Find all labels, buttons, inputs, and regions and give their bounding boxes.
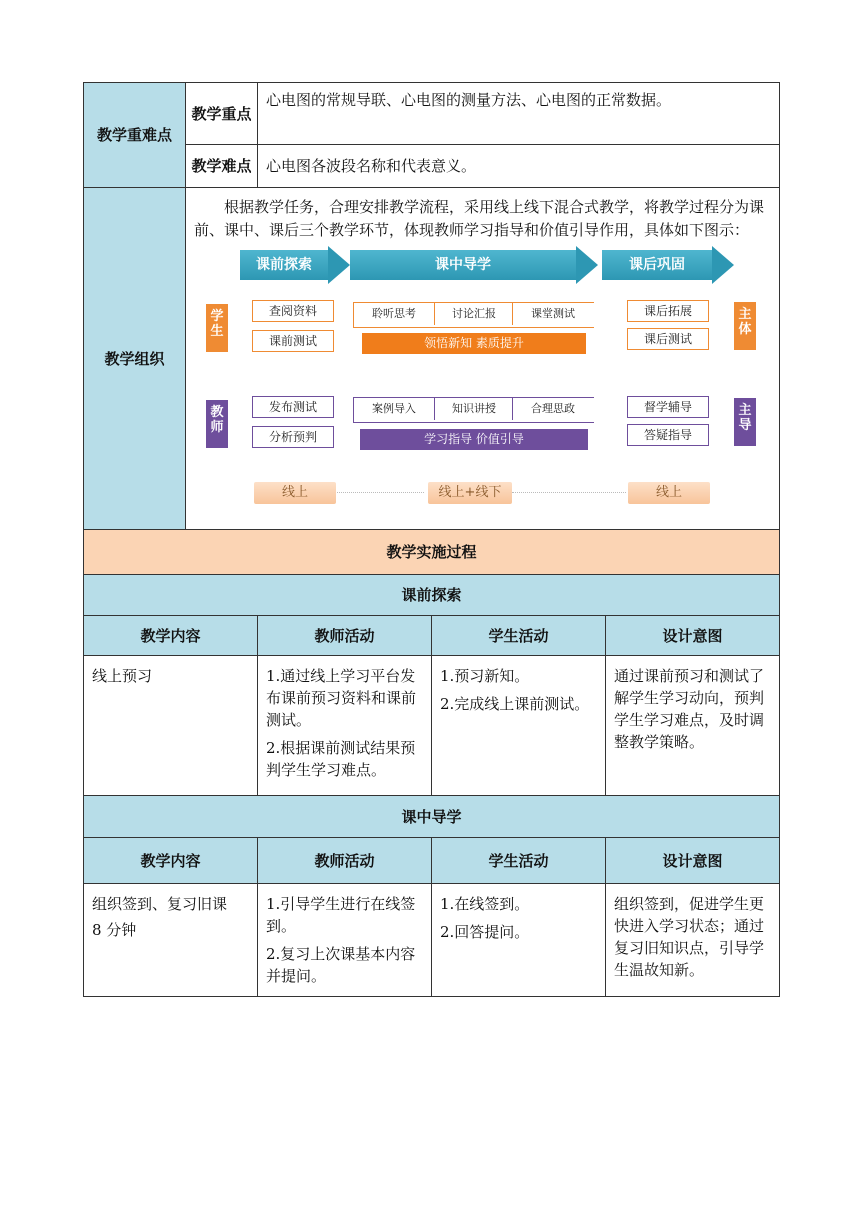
teacher-bar: 学习指导 价值引导 [360,429,588,450]
mode-blended-mid: 线上+线下 [428,482,512,504]
pre-student-item-1: 1.预习新知。 [440,667,530,685]
pre-class-student [432,656,606,796]
student-mid-chevrons [353,302,594,328]
pre-student-item-2: 2.完成线上课前测试。 [440,695,590,713]
phase-arrow-mid: 课中导学 [350,246,598,284]
in-class-time: 8 分钟 [92,921,137,939]
teacher-post-1: 督学辅导 [627,396,709,418]
teacher-mid-chevrons [353,397,594,423]
pre-class-teacher [258,656,432,796]
teacher-post-2: 答疑指导 [627,424,709,446]
focus-text: 心电图的常规导联、心电图的测量方法、心电图的正常数据。 [258,83,780,145]
mode-connector-1 [334,492,424,493]
pre-teacher-item-2: 2.根据课前测试结果预判学生学习难点。 [266,739,416,779]
in-student-item-2: 2.回答提问。 [440,923,530,941]
teacher-pre-1: 发布测试 [252,396,334,418]
teacher-tag: 教师 [206,400,228,448]
organization-label: 教学组织 [84,188,186,530]
difficulty-text: 心电图各波段名称和代表意义。 [258,145,780,188]
in-teacher-item-2: 2.复习上次课基本内容并提问。 [266,945,416,985]
teacher-pre-2: 分析预判 [252,426,334,448]
student-role-tag: 主体 [734,302,756,350]
mode-connector-2 [512,492,626,493]
col-header-teacher-2: 教师活动 [258,838,432,884]
student-pre-1: 查阅资料 [252,300,334,322]
organization-text: 根据教学任务，合理安排教学流程，采用线上线下混合式教学，将教学过程分为课前、课中、课后三个教学环节，体现教师学习指导和价值引导作用，具体如下图示： [194,198,765,239]
teaching-flow-diagram [200,246,780,506]
col-header-student: 学生活动 [432,616,606,656]
pre-class-design: 通过课前预习和测试了解学生学习动向，预判学生学习难点，及时调整教学策略。 [606,656,780,796]
col-header-design: 设计意图 [606,616,780,656]
in-student-item-1: 1.在线签到。 [440,895,530,913]
student-pre-2: 课前测试 [252,330,334,352]
col-header-content: 教学内容 [84,616,258,656]
in-class-content-text: 组织签到、复习旧课 [92,895,228,913]
teacher-mid-2: 知识讲授 [434,398,513,420]
student-mid-2: 讨论汇报 [434,303,513,325]
pre-class-content: 线上预习 [84,656,258,796]
teacher-mid-1: 案例导入 [372,402,416,415]
key-points-label: 教学重难点 [84,83,186,188]
focus-label: 教学重点 [186,83,258,145]
col-header-teacher: 教师活动 [258,616,432,656]
student-post-1: 课后拓展 [627,300,709,322]
mode-online-post: 线上 [628,482,710,504]
lesson-plan-table [83,82,779,997]
col-header-student-2: 学生活动 [432,838,606,884]
in-teacher-item-1: 1.引导学生进行在线签到。 [266,895,416,935]
in-class-design: 组织签到，促进学生更快进入学习状态；通过复习旧知识点，引导学生温故知新。 [606,884,780,997]
student-mid-3: 课堂测试 [512,303,593,325]
pre-teacher-item-1: 1.通过线上学习平台发布课前预习资料和课前测试。 [266,667,417,729]
phase-arrow-pre: 课前探索 [240,246,350,284]
student-mid-1: 聆听思考 [372,307,416,320]
mode-online-pre: 线上 [254,482,336,504]
pre-class-title: 课前探索 [84,575,780,616]
student-tag: 学生 [206,304,228,352]
student-bar: 领悟新知 素质提升 [362,333,586,354]
in-class-title: 课中导学 [84,796,780,838]
in-class-student [432,884,606,997]
col-header-content-2: 教学内容 [84,838,258,884]
student-post-2: 课后测试 [627,328,709,350]
col-header-design-2: 设计意图 [606,838,780,884]
phase-arrow-post: 课后巩固 [602,246,734,284]
in-class-content [84,884,258,997]
teacher-mid-3: 合理思政 [512,398,593,420]
in-class-teacher [258,884,432,997]
process-title: 教学实施过程 [84,530,780,575]
difficulty-label: 教学难点 [186,145,258,188]
teacher-role-tag: 主导 [734,398,756,446]
